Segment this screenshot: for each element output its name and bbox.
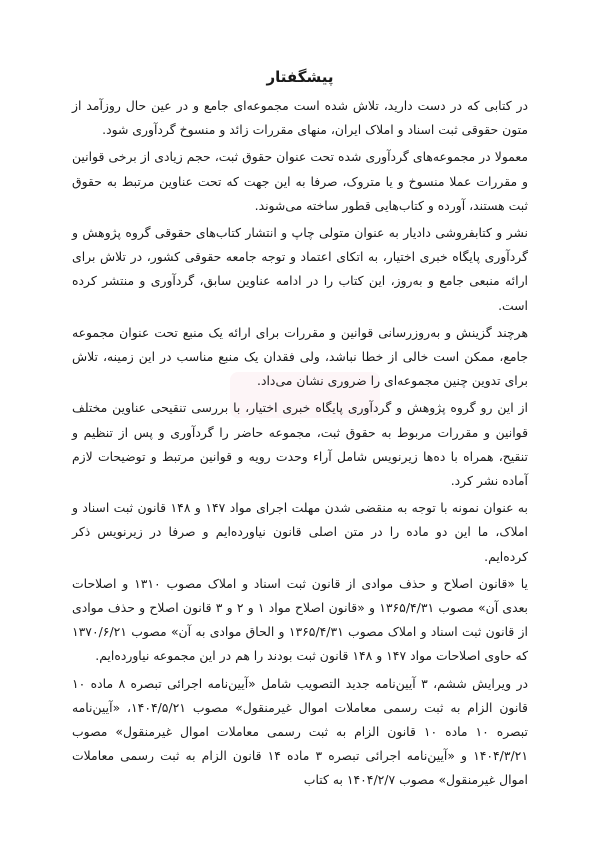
page-title: پیشگفتار: [266, 68, 334, 86]
paragraph-3: نشر و کتابفروشی دادیار به عنوان متولی چاپ و انتشار کتاب‌های حقوقی گروه پژوهش و گردآوری پایگاه خبری اختیار، به اتکای اعتماد و توجه جامعه حقوقی کشور، در تلاش برای ارائه منبعی جامع و به‌روز، این کتاب را در ادامه عناوین سابق، گردآوری و منتشر کرده است.: [72, 225, 528, 313]
paragraph-7: یا «قانون اصلاح و حذف موادی از قانون ثبت اسناد و املاک مصوب ۱۳۱۰ و اصلاحات بعدی آن» مصوب ۱۳۶۵/۴/۳۱ و «قانون اصلاح مواد ۱ و ۲ و ۳ قانون اصلاح و حذف موادی از قانون ثبت اسناد و املاک مصوب ۱۳۶۵/۴/۳۱ و الحاق موادی به آن» مصوب ۱۳۷۰/۶/۲۱ که حاوی اصلاحات مواد ۱۴۷ و ۱۴۸ قانون ثبت بودند را هم در این مجموعه نیاورده‌ایم.: [72, 575, 528, 664]
paragraph-6: به عنوان نمونه با توجه به منقضی شدن مهلت اجرای مواد ۱۴۷ و ۱۴۸ قانون ثبت اسناد و املاک، ما این دو ماده را در متن اصلی قانون نیاورده‌ایم و صرفا در زیرنویس ذکر کرده‌ایم.: [72, 500, 528, 564]
paragraph-8: در ویرایش ششم، ۳ آیین‌نامه جدید التصویب شامل «آیین‌نامه اجرائی تبصره ۸ ماده ۱۰ قانون الزام به ثبت رسمی معاملات اموال غیرمنقول» مصوب ۱۴۰۴/۵/۲۱، «آیین‌نامه تبصره ۱۰ ماده ۱۰ قانون الزام به ثبت رسمی معاملات اموال غیرمنقول» مصوب ۱۴۰۴/۳/۲۱ و «آیین‌نامه اجرائی تبصره ۳ ماده ۱۴ قانون الزام به ثبت رسمی معاملات اموال غیرمنقول» مصوب ۱۴۰۴/۲/۷ به کتاب: [72, 675, 528, 788]
paragraph-1: در کتابی که در دست دارید، تلاش شده است مجموعه‌ای جامع و در عین حال روزآمد از متون حقوقی ثبت اسناد و املاک ایران، منهای مقررات زائد و منسوخ گردآوری شود.: [72, 98, 528, 138]
paragraph-4: هرچند گزینش و به‌روزرسانی قوانین و مقررات برای ارائه یک منبع تحت عنوان مجموعه جامع، ممکن است خالی از خطا نباشد، ولی فقدان یک منبع مناسب در این زمینه، تلاش برای تدوین چنین مجموعه‌ای را ضروری نشان می‌داد.: [72, 324, 528, 389]
paragraph-5: از این رو گروه پژوهش و گردآوری پایگاه خبری اختیار، با بررسی تنقیحی عناوین مختلف قوانین و مقررات مربوط به حقوق ثبت، مجموعه حاضر را گردآوری و پس از تنظیم و تنقیح، همراه با ده‌ها زیرنویس شامل آراء وحدت رویه و قوانین مرتبط و توضیحات لازم آماده نشر کرد.: [72, 400, 528, 489]
preface-page: [72, 58, 528, 793]
paragraph-2: معمولا در مجموعه‌های گردآوری شده تحت عنوان حقوق ثبت، حجم زیادی از برخی قوانین و مقررات عملا منسوخ و یا متروک، صرفا به این جهت که تحت عناوین مرتبط به حقوق ثبت هستند، آورده و کتاب‌هایی قطور ساخته می‌شوند.: [72, 149, 528, 213]
